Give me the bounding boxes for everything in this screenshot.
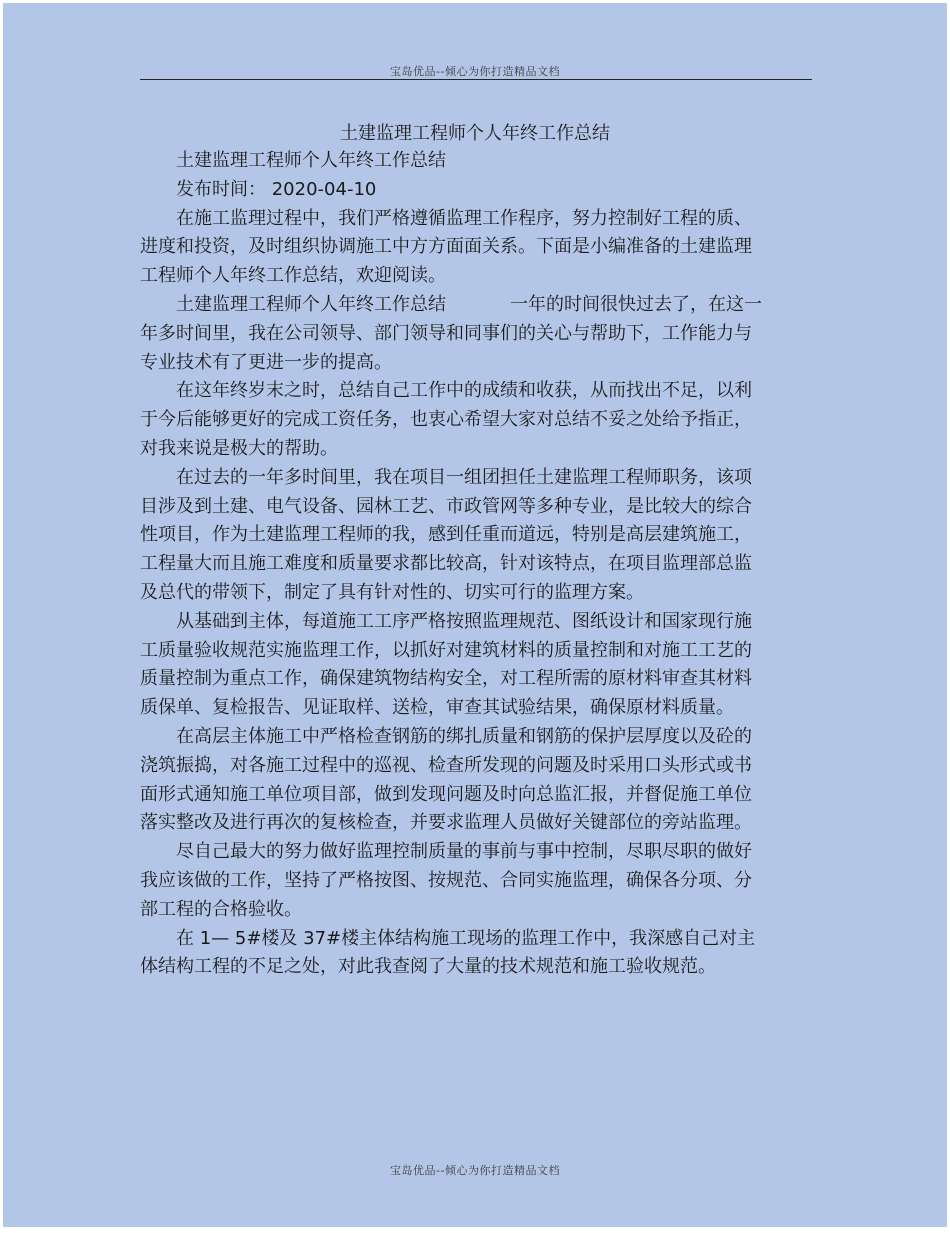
paragraph-1 [140, 291, 768, 377]
document-body [140, 147, 768, 982]
document-subtitle: 土建监理工程师个人年终工作总结 [176, 150, 446, 171]
paragraph-5: 在高层主体施工中严格检查钢筋的绑扎质量和钢筋的保护层厚度以及砼的浇筑振捣，对各施工过程中的巡视、检查所发现的问题及时采用口头形式或书面形式通知施工单位项目部，做到发现问题及时向总监汇报，并督促施工单位落实整改及进行再次的复核检查，并要求监理人员做好关键部位的旁站监理。 [140, 725, 752, 834]
publish-line [140, 176, 768, 205]
intro-paragraph: 在施工监理过程中，我们严格遵循监理工作程序，努力控制好工程的质、进度和投资，及时组织协调施工中方方面面关系。下面是小编准备的土建监理工程师个人年终工作总结，欢迎阅读。 [140, 207, 752, 287]
document-title: 土建监理工程师个人年终工作总结 [340, 123, 610, 144]
document-page [3, 3, 947, 1227]
paragraph-4: 从基础到主体，每道施工工序严格按照监理规范、图纸设计和国家现行施工质量验收规范实施监理工作，以抓好对建筑材料的质量控制和对施工工艺的质量控制为重点工作，确保建筑物结构安全，对工程所需的原材料审查其材料质保单、复检报告、见证取样、送检，审查其试验结果，确保原材料质量。 [140, 610, 752, 719]
page-header: 宝岛优品--倾心为你打造精品文档 [390, 65, 560, 78]
page-footer: 宝岛优品--倾心为你打造精品文档 [390, 1164, 560, 1177]
paragraph-2: 在这年终岁末之时，总结自己工作中的成绩和收获，从而找出不足，以利于今后能够更好的完成工资任务，也衷心希望大家对总结不妥之处给予指正，对我来说是极大的帮助。 [140, 380, 752, 459]
paragraph-6: 尽自己最大的努力做好监理控制质量的事前与事中控制，尽职尽职的做好我应该做的工作，坚持了严格按图、按规范、合同实施监理，确保各分项、分部工程的合格验收。 [140, 841, 752, 920]
publish-date: 2020-04-10 [271, 178, 377, 200]
paragraph-3: 在过去的一年多时间里，我在项目一组团担任土建监理工程师职务，该项目涉及到土建、电气设备、园林工艺、市政管网等多种专业，是比较大的综合性项目，作为土建监理工程师的我，感到任重而道远，特别是高层建筑施工，工程量大而且施工难度和质量要求都比较高，针对该特点，在项目监理部总监及总代的带领下，制定了具有针对性的、切实可行的监理方案。 [140, 466, 752, 603]
paragraph-1-body: 一年的时间很快过去了，在这一年多时间里，我在公司领导、部门领导和同事们的关心与帮助下，工作能力与专业技术有了更进一步的提高。 [140, 293, 762, 373]
paragraph-7: 在 1— 5#楼及 37#楼主体结构施工现场的监理工作中，我深感自己对主体结构工程的不足之处，对此我查阅了大量的技术规范和施工验收规范。 [140, 927, 756, 978]
header-divider [140, 79, 812, 80]
publish-label: 发布时间： [176, 178, 266, 200]
paragraph-1-heading: 土建监理工程师个人年终工作总结 [176, 293, 446, 315]
